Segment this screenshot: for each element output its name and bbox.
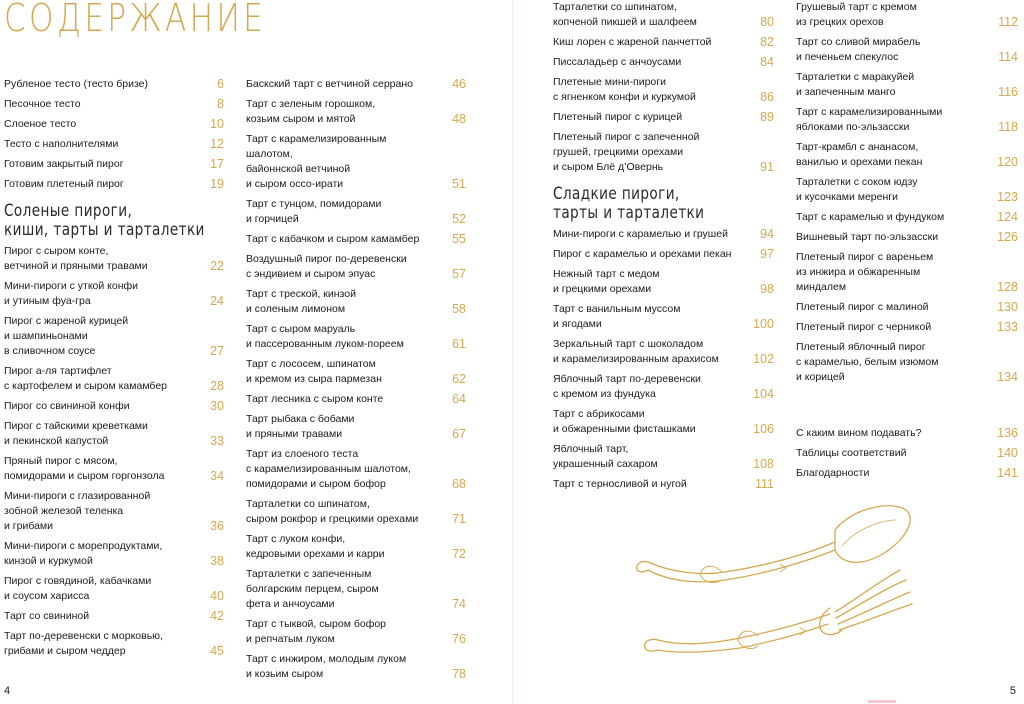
- toc-entry: [796, 230, 1018, 245]
- toc-entry-page: 27: [210, 344, 224, 358]
- toc-entry: [553, 130, 774, 175]
- toc-entry-page: 120: [997, 155, 1018, 169]
- toc-entry: [246, 77, 466, 92]
- toc-entry-title: Тарт с карамелизированными яблоками по-эльзасски: [796, 106, 943, 133]
- toc-entry-title: Тарт с тунцом, помидорами и горчицей: [246, 198, 382, 225]
- toc-entry-page: 58: [452, 302, 466, 316]
- toc-entry: [4, 539, 224, 569]
- toc-entry-page: 51: [452, 177, 466, 191]
- toc-list: [4, 77, 224, 192]
- toc-entry: [246, 532, 466, 562]
- toc-entry-title: Тарталетки со шпинатом, сыром рокфор и грецкими орехами: [246, 498, 419, 525]
- toc-entry: [4, 574, 224, 604]
- toc-entry-page: 126: [997, 230, 1018, 244]
- toc-entry-page: 68: [452, 477, 466, 491]
- toc-entry-title: Тарт с луком конфи, кедровыми орехами и карри: [246, 533, 385, 560]
- toc-entry-title: Мини-пироги с морепродуктами, кинзой и куркумой: [4, 540, 163, 567]
- toc-entry-page: 40: [210, 589, 224, 603]
- toc-entry: [246, 252, 466, 282]
- toc-entry-page: 106: [753, 422, 774, 436]
- toc-entry: [4, 314, 224, 359]
- toc-entry: [553, 372, 774, 402]
- toc-entry: [4, 117, 224, 132]
- toc-entry: [796, 320, 1018, 335]
- toc-entry: [4, 177, 224, 192]
- toc-entry-title: Воздушный пирог по-деревенски с эндивием и сыром эпуас: [246, 253, 407, 280]
- toc-entry: [246, 287, 466, 317]
- toc-entry: [246, 652, 466, 682]
- toc-entry-title: Киш лорен с жареной панчеттой: [553, 36, 712, 48]
- toc-entry-title: Тарт с сыром маруаль и пассерованным луком-пореем: [246, 323, 404, 350]
- toc-entry: [246, 617, 466, 647]
- toc-entry-title: Плетеный пирог с малиной: [796, 301, 929, 313]
- toc-entry-page: 17: [210, 157, 224, 171]
- toc-entry-page: 94: [760, 227, 774, 241]
- toc-entry-title: Тарт-крамбл с ананасом, ванилью и орехами пекан: [796, 141, 923, 168]
- toc-entry: [4, 419, 224, 449]
- toc-entry-page: 33: [210, 434, 224, 448]
- toc-entry-page: 46: [452, 77, 466, 91]
- toc-entry: [4, 399, 224, 414]
- toc-entry-page: 141: [997, 466, 1018, 480]
- toc-entry: [796, 70, 1018, 100]
- toc-entry-page: 100: [753, 317, 774, 331]
- toc-entry-page: 19: [210, 177, 224, 191]
- toc-entry-title: Вишневый тарт по-эльзасски: [796, 231, 939, 243]
- toc-entry-title: Пирог а-ля тартифлет с картофелем и сыром камамбер: [4, 365, 167, 392]
- toc-entry: [553, 302, 774, 332]
- toc-entry-title: Пирог с тайскими креветками и пекинской капустой: [4, 420, 148, 447]
- toc-entry-page: 89: [760, 110, 774, 124]
- toc-entry-page: 82: [760, 35, 774, 49]
- toc-entry-page: 133: [997, 320, 1018, 334]
- toc-entry-title: Тарт с тыквой, сыром бофор и репчатым луком: [246, 618, 387, 645]
- toc-entry-page: 10: [210, 117, 224, 131]
- toc-entry-title: Плетеные мини-пироги с ягненком конфи и куркумой: [553, 76, 696, 103]
- toc-entry-page: 12: [210, 137, 224, 151]
- toc-entry: [246, 392, 466, 407]
- toc-entry: [796, 140, 1018, 170]
- toc-entry-page: 28: [210, 379, 224, 393]
- toc-entry: [4, 629, 224, 659]
- toc-entry: [796, 35, 1018, 65]
- toc-entry-title: Пирог с жареной курицей и шампиньонами в сливочном соусе: [4, 315, 129, 357]
- toc-entry-title: Песочное тесто: [4, 98, 81, 110]
- toc-entry-page: 130: [997, 300, 1018, 314]
- toc-entry-title: Тарталетки с маракуйей и запеченным манго: [796, 71, 915, 98]
- toc-entry-title: Писсаладьер с анчоусами: [553, 56, 682, 68]
- toc-entry-title: Тарт лесника с сыром конте: [246, 393, 384, 405]
- toc-entry-title: Тарт с зеленым горошком, козьим сыром и мятой: [246, 98, 376, 125]
- toc-entry: [246, 232, 466, 247]
- toc-entry: [796, 105, 1018, 135]
- toc-entry: [246, 412, 466, 442]
- toc-entry-title: Пирог со свининой конфи: [4, 400, 130, 412]
- toc-entry-page: 84: [760, 55, 774, 69]
- toc-entry-title: Тарт из слоеного теста с карамелизированным шалотом, помидорами и сыром бофор: [246, 448, 411, 490]
- toc-entry: [553, 110, 774, 125]
- toc-entry-title: Пирог с сыром конте, ветчиной и пряными травами: [4, 245, 148, 272]
- toc-entry-page: 8: [217, 97, 224, 111]
- toc-entry-page: 118: [998, 120, 1018, 134]
- toc-entry: [4, 609, 224, 624]
- toc-entry: [4, 489, 224, 534]
- toc-entry-title: Плетеный яблочный пирог с карамелью, белым изюмом и корицей: [796, 341, 939, 383]
- toc-entry-page: 86: [760, 90, 774, 104]
- toc-entry-title: Тарт с ванильным муссом и ягодами: [553, 303, 681, 330]
- toc-entry-page: 78: [452, 667, 466, 681]
- page-title: СОДЕРЖАНИЕ: [4, 0, 267, 40]
- toc-list: [246, 77, 466, 682]
- toc-entry-title: Тарт с инжиром, молодым луком и козьим сыром: [246, 653, 407, 680]
- toc-entry-title: Тарт со свининой: [4, 610, 90, 622]
- toc-column-4: [796, 0, 1018, 486]
- toc-entry: [246, 357, 466, 387]
- toc-entry-title: Тарталетки со шпинатом, копченой пикшей и шалфеем: [553, 1, 697, 28]
- toc-entry-title: Мини-пироги с карамелью и грушей: [553, 228, 728, 240]
- toc-entry-page: 45: [210, 644, 224, 658]
- toc-entry-title: Пряный пирог с мясом, помидорами и сыром горгонзола: [4, 455, 165, 482]
- toc-entry-title: Яблочный тарт, украшенный сахаром: [553, 443, 658, 470]
- toc-entry-title: Нежный тарт с медом и грецкими орехами: [553, 268, 660, 295]
- toc-entry: [553, 477, 774, 492]
- toc-entry-title: Плетеный пирог с курицей: [553, 111, 683, 123]
- toc-entry-title: С каким вином подавать?: [796, 427, 922, 439]
- toc-entry: [796, 210, 1018, 225]
- toc-entry-page: 97: [760, 247, 774, 261]
- toc-entry-title: Пирог с карамелью и орехами пекан: [553, 248, 732, 260]
- toc-entry-title: Мини-пироги с глазированной зобной железой теленка и грибами: [4, 490, 151, 532]
- toc-entry: [246, 197, 466, 227]
- toc-entry-page: 6: [217, 77, 224, 91]
- toc-entry-page: 48: [452, 112, 466, 126]
- toc-entry-title: Яблочный тарт по-деревенски с кремом из фундука: [553, 373, 701, 400]
- toc-entry-page: 61: [452, 337, 466, 351]
- toc-entry: [4, 157, 224, 172]
- toc-entry-title: Тарт рыбака с бобами и пряными травами: [246, 413, 355, 440]
- toc-entry: [553, 0, 774, 30]
- toc-entry-page: 38: [210, 554, 224, 568]
- toc-entry-page: 67: [452, 427, 466, 441]
- toc-entry: [796, 0, 1018, 30]
- toc-entry-page: 108: [753, 457, 774, 471]
- toc-entry: [553, 227, 774, 242]
- toc-entry-page: 42: [210, 609, 224, 623]
- toc-entry: [553, 35, 774, 50]
- toc-entry-title: Грушевый тарт с кремом из грецких орехов: [796, 1, 917, 28]
- toc-entry: [4, 244, 224, 274]
- toc-entry: [246, 97, 466, 127]
- toc-entry-title: Благодарности: [796, 467, 870, 479]
- toc-entry: [553, 267, 774, 297]
- toc-entry: [4, 279, 224, 309]
- toc-entry: [553, 407, 774, 437]
- toc-entry-title: Готовим плетеный пирог: [4, 178, 124, 190]
- toc-entry-title: Тарталетки с соком юдзу и кусочками меренги: [796, 176, 918, 203]
- toc-list: [796, 0, 1018, 385]
- toc-entry-page: 22: [210, 259, 224, 273]
- toc-entry-page: 57: [452, 267, 466, 281]
- toc-entry: [553, 55, 774, 70]
- toc-entry: [796, 175, 1018, 205]
- toc-entry: [4, 77, 224, 92]
- toc-entry: [796, 426, 1018, 441]
- toc-entry-page: 102: [753, 352, 774, 366]
- toc-entry: [553, 337, 774, 367]
- toc-entry: [4, 454, 224, 484]
- toc-column-1: [4, 77, 224, 664]
- toc-entry-page: 76: [452, 632, 466, 646]
- toc-entry-title: Плетеный пирог с черникой: [796, 321, 932, 333]
- toc-entry-page: 136: [997, 426, 1018, 440]
- toc-entry-title: Пирог с говядиной, кабачками и соусом харисса: [4, 575, 152, 602]
- toc-entry-title: Тарт по-деревенски с морковью, грибами и сыром чеддер: [4, 630, 163, 657]
- toc-entry-page: 128: [997, 280, 1018, 294]
- toc-entry-page: 24: [210, 294, 224, 308]
- toc-entry: [246, 132, 466, 192]
- toc-entry: [4, 97, 224, 112]
- toc-entry: [553, 247, 774, 262]
- toc-entry: [246, 322, 466, 352]
- toc-entry-title: Тарт со сливой мирабель и печеньем спекулос: [796, 36, 921, 63]
- toc-entry-page: 74: [452, 597, 466, 611]
- toc-entry-page: 36: [210, 519, 224, 533]
- toc-entry: [553, 442, 774, 472]
- toc-entry-title: Готовим закрытый пирог: [4, 158, 124, 170]
- toc-entry-title: Слоеное тесто: [4, 118, 77, 130]
- toc-entry-title: Тарт с карамелью и фундуком: [796, 211, 945, 223]
- toc-entry-page: 80: [760, 15, 774, 29]
- toc-column-2: [246, 77, 466, 687]
- toc-entry-title: Плетеный пирог с запеченной грушей, грецкими орехами и сыром Блё д’Овернь: [553, 131, 700, 173]
- toc-entry: [553, 75, 774, 105]
- toc-entry-page: 98: [760, 282, 774, 296]
- toc-entry-title: Тарт с кабачком и сыром камамбер: [246, 233, 420, 245]
- toc-entry-title: Баскский тарт с ветчиной серрано: [246, 78, 413, 90]
- decorative-mark: [868, 700, 896, 703]
- toc-entry: [246, 497, 466, 527]
- toc-entry: [796, 466, 1018, 481]
- toc-entry: [246, 447, 466, 492]
- toc-entry-title: Тарт с треской, кинзой и соленым лимоном: [246, 288, 356, 315]
- cutlery-illustration: [630, 500, 920, 680]
- toc-entry-title: Плетеный пирог с вареньем из инжира и обжаренным миндалем: [796, 251, 934, 293]
- toc-entry: [796, 250, 1018, 295]
- toc-entry-title: Рубленое тесто (тесто бризе): [4, 78, 148, 90]
- toc-entry-page: 124: [997, 210, 1018, 224]
- toc-entry-title: Тарт с терносливой и нугой: [553, 478, 687, 490]
- spacer: [796, 390, 1018, 426]
- toc-entry: [796, 446, 1018, 461]
- page-number-right: 5: [1009, 685, 1016, 697]
- toc-entry: [246, 567, 466, 612]
- toc-list: [553, 227, 774, 492]
- toc-entry: [796, 300, 1018, 315]
- toc-entry-page: 123: [997, 190, 1018, 204]
- toc-entry-title: Мини-пироги с уткой конфи и утиным фуа-гра: [4, 280, 139, 307]
- toc-entry-title: Тарталетки с запеченным болгарским перцем, сыром фета и анчоусами: [246, 568, 379, 610]
- toc-entry-page: 30: [210, 399, 224, 413]
- toc-entry-title: Тесто с наполнителями: [4, 138, 119, 150]
- page-gutter: [512, 0, 513, 704]
- toc-entry-title: Тарт с карамелизированным шалотом, байоннской ветчиной и сыром оссо-ирати: [246, 133, 387, 190]
- toc-entry-page: 64: [452, 392, 466, 406]
- toc-entry-page: 104: [753, 387, 774, 401]
- toc-entry-title: Тарт с лососем, шпинатом и кремом из сыра пармезан: [246, 358, 382, 385]
- toc-entry-page: 116: [998, 85, 1018, 99]
- toc-entry-page: 62: [452, 372, 466, 386]
- toc-entry-page: 111: [754, 477, 774, 491]
- section-heading-sweet: Сладкие пироги, тарты и тарталетки: [553, 184, 705, 223]
- toc-entry-page: 34: [210, 469, 224, 483]
- toc-entry: [796, 340, 1018, 385]
- toc-entry-page: 140: [997, 446, 1018, 460]
- toc-entry-page: 52: [452, 212, 466, 226]
- toc-list: [4, 244, 224, 659]
- toc-entry-page: 112: [998, 15, 1018, 29]
- toc-entry-page: 134: [997, 370, 1018, 384]
- toc-list: [796, 426, 1018, 481]
- toc-entry-page: 71: [452, 512, 466, 526]
- page-number-left: 4: [4, 685, 11, 697]
- toc-entry-page: 114: [998, 50, 1018, 64]
- toc-column-3: [553, 0, 774, 497]
- toc-entry-title: Зеркальный тарт с шоколадом и карамелизированным арахисом: [553, 338, 719, 365]
- toc-list: [553, 0, 774, 175]
- toc-entry-page: 72: [452, 547, 466, 561]
- toc-entry-title: Таблицы соответствий: [796, 447, 907, 459]
- toc-entry: [4, 137, 224, 152]
- toc-entry-page: 55: [452, 232, 466, 246]
- toc-entry: [4, 364, 224, 394]
- toc-entry-page: 91: [760, 160, 774, 174]
- toc-entry-title: Тарт с абрикосами и обжаренными фисташками: [553, 408, 696, 435]
- section-heading-savory: Соленые пироги, киши, тарты и тарталетки: [4, 201, 205, 240]
